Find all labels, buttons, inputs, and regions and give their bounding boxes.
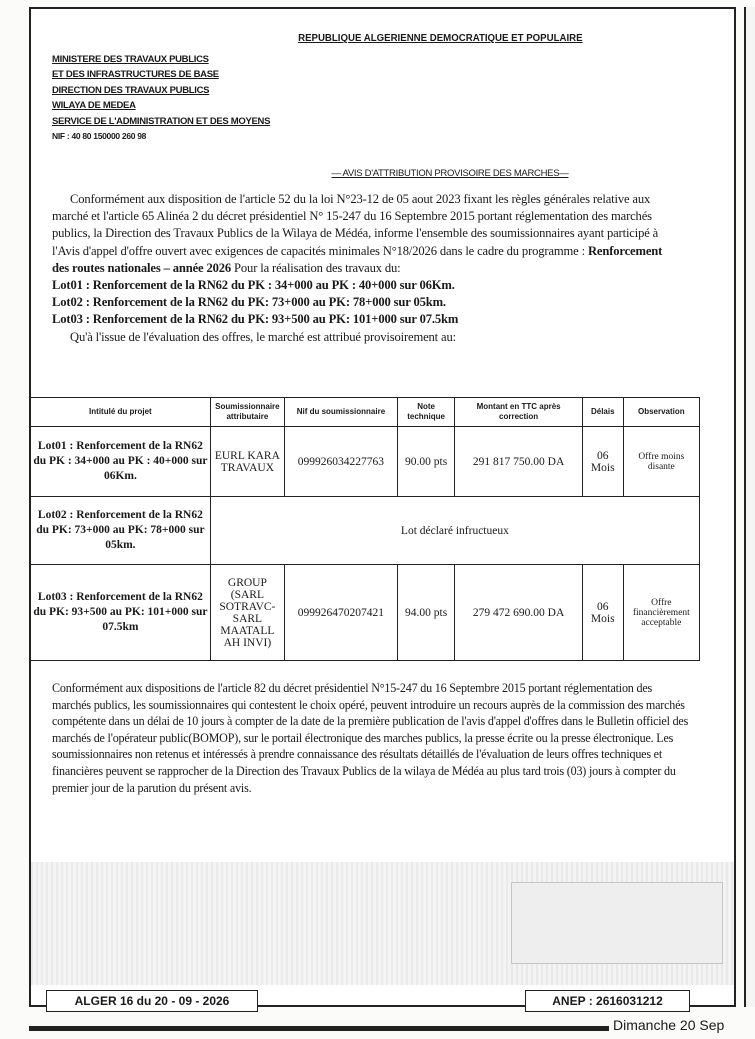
intro-paragraph: Conformément aux disposition de l'article 52 du la loi N°23-12 de 05 aout 2023 fixant les règles générales relative aux marché et l'article 65 Alinéa 2 du décret présidentiel N° 15-247 du 16 Septembre 2015 portant réglementation des marchés publics, la Direction des Travaux Publics de la Wilaya de Médéa, informe l'ensemble des soumissionnaires ayant participé à l'Avis d'appel d'offre ouvert avec exigences de capacités minimales N°18/2026 dans le cadre du programme : Renforcement des routes nationales – année 2026 Pour la réalisation des travaux du: Lot01 : Renforcement de la RN62 du PK : 34+000 au PK : 40+000 sur 06Km. Lot02 : Renforcement de la RN62 du PK: 73+000 au PK: 78+000 sur 05km. Lot03 : Renforcement de la RN62 du PK: 93+500 au PK: 101+000 sur 07.5km Qu'à l'issue de l'évaluation des offres, le marché est attribué provisoirement au: — [52, 191, 682, 346]
publication-place-date: ALGER 16 du 20 - 09 - 2026 — [46, 990, 258, 1012]
nif-cell: 099926034227763 — [284, 427, 397, 497]
col-header-nif: Nif du soumissionnaire — [284, 398, 397, 427]
lot-line-1: Lot01 : Renforcement de la RN62 du PK : 34+000 au PK : 40+000 sur 06Km. — [52, 278, 455, 293]
nif-line: NIF : 40 80 150000 260 98 — [52, 131, 147, 142]
project-cell: Lot03 : Renforcement de la RN62 du PK: 93+500 au PK: 101+000 sur 07.5km — [31, 565, 211, 661]
table-header-row — [31, 398, 700, 427]
direction-line: DIRECTION DES TRAVAUX PUBLICS — [52, 84, 210, 96]
recourse-paragraph: Conformément aux dispositions de l'article 82 du décret présidentiel N°15-247 du 16 Septembre 2015 portant réglementation des marchés publics, les soumissionnaires qui contestent le choix opéré, peuvent introduire un recours auprès de la commission des marchés compétente dans un délai de 10 jours à compter de la date de la première publication de l'avis d'appel d'offres dans le Bulletin officiel des marchés de l'opérateur public(BOMOP), sur le portail électronique des marches publics, la presse écrite ou la presse électronique. Les soumissionnaires non retenus et intéressés à prendre connaissance des résultats détaillés de l'évaluation de leurs offres techniques et financières peuvent se rapprocher de la Direction des Travaux Publics de la wilaya de Médéa au plus tard trois (03) jours à compter du premier jour de la parution du présent avis. — [52, 681, 689, 795]
lot-line-2: Lot02 : Renforcement de la RN62 du PK: 73+000 au PK: 78+000 sur 05km. — [52, 295, 446, 310]
adjacent-column-edge — [744, 7, 755, 1007]
wilaya-line: WILAYA DE MEDEA — [52, 100, 136, 112]
project-cell: Lot02 : Renforcement de la RN62 du PK: 73+000 au PK: 78+000 sur 05km. — [31, 497, 211, 565]
col-header-amount: Montant en TTC après correction — [455, 398, 583, 427]
delay-cell: 06 Mois — [582, 427, 623, 497]
amount-cell: 291 817 750.00 DA — [455, 427, 583, 497]
col-header-note: Note technique — [397, 398, 454, 427]
nif-cell: 099926470207421 — [284, 565, 397, 661]
note-cell: 90.00 pts — [397, 427, 454, 497]
notice-title: — AVIS D'ATTRIBUTION PROVISOIRE DES MARCHES— — [331, 168, 569, 179]
col-header-delay: Délais — [582, 398, 623, 427]
observation-cell: Offre financièrement acceptable — [623, 565, 699, 661]
newspaper-date: Dimanche 20 Sep — [613, 1017, 725, 1033]
col-header-bidder: Soumissionnaire attributaire — [210, 398, 284, 427]
table-row — [31, 427, 700, 497]
result-intro: Qu'à l'issue de l'évaluation des offres, le marché est attribué provisoirement au: — [70, 329, 456, 344]
lot-line-3: Lot03 : Renforcement de la RN62 du PK: 93+500 au PK: 101+000 sur 07.5km — [52, 312, 459, 327]
award-table — [30, 397, 700, 661]
observation-cell: Offre moins disante — [623, 427, 699, 497]
ministry-line-2: ET DES INFRASTRUCTURES DE BASE — [52, 69, 219, 81]
table-row — [31, 565, 700, 661]
project-cell: Lot01 : Renforcement de la RN62 du PK : 34+000 au PK : 40+000 sur 06Km. — [31, 427, 211, 497]
bottom-rule — [29, 1026, 609, 1031]
col-header-project: Intitulé du projet — [31, 398, 211, 427]
col-header-observation: Observation — [623, 398, 699, 427]
amount-cell: 279 472 690.00 DA — [455, 565, 583, 661]
republic-header: REPUBLIQUE ALGERIENNE DEMOCRATIQUE ET POPULAIRE — [298, 32, 583, 44]
bleed-through-area — [31, 862, 734, 985]
ministry-line: MINISTERE DES TRAVAUX PUBLICS — [52, 54, 209, 65]
table-row — [31, 497, 700, 565]
infructueux-cell: Lot déclaré infructueux — [210, 497, 699, 565]
issuing-authority-block — [52, 52, 270, 144]
delay-cell: 06 Mois — [582, 565, 623, 661]
bidder-cell: GROUP (SARL SOTRAVC- SARL MAATALL AH INVI) — [210, 565, 284, 661]
anep-reference: ANEP : 2616031212 — [525, 990, 690, 1012]
program-name: Renforcement des routes nationales – année 2026 — [52, 243, 663, 275]
bidder-cell: EURL KARA TRAVAUX — [210, 427, 284, 497]
service-line: SERVICE DE L'ADMINISTRATION ET DES MOYENS — [52, 115, 271, 127]
note-cell: 94.00 pts — [397, 565, 454, 661]
